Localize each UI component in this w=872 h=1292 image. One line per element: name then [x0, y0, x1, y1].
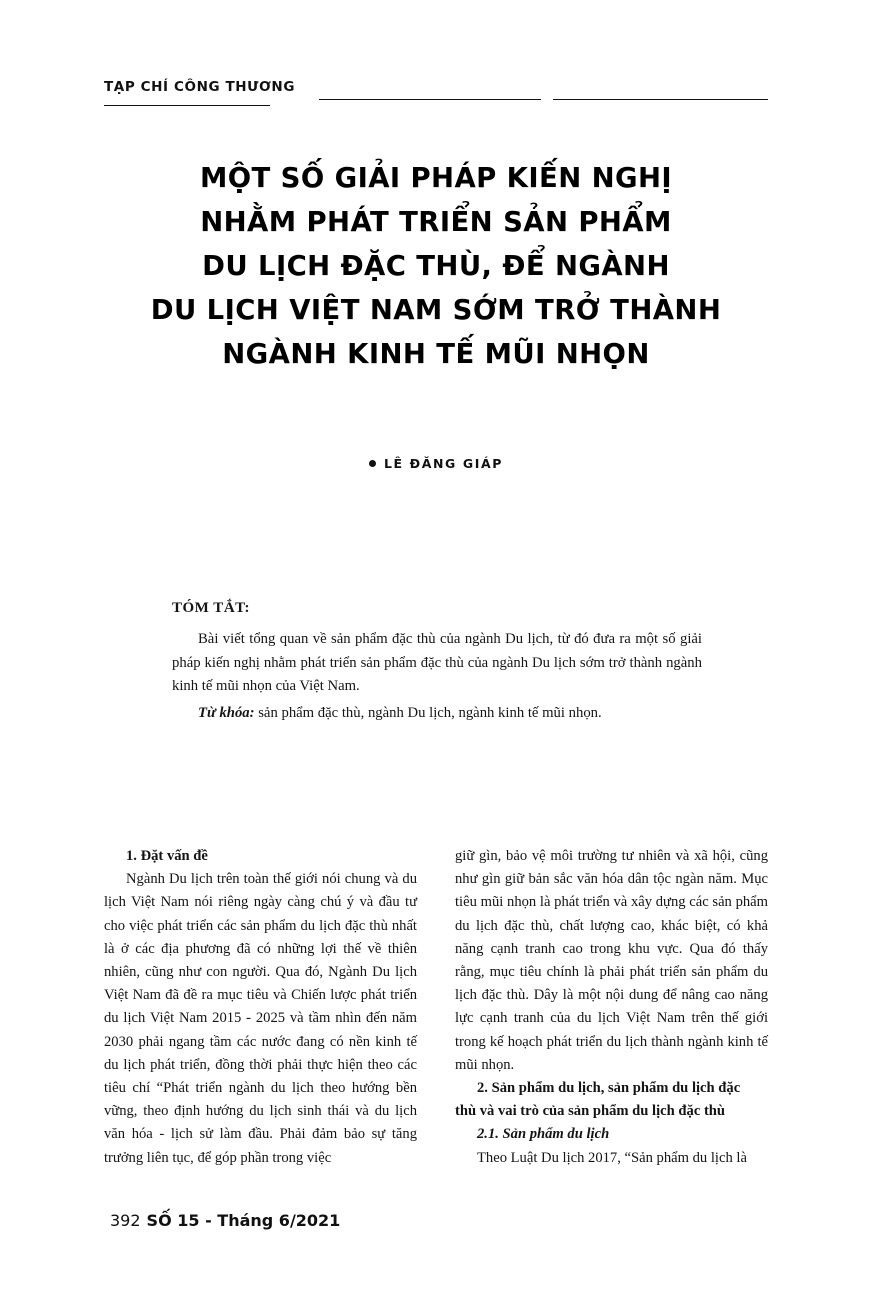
journal-name: TẠP CHÍ CÔNG THƯƠNG — [104, 79, 295, 95]
right-column-paragraph-2: Theo Luật Du lịch 2017, “Sản phẩm du lịch là — [477, 1149, 747, 1166]
masthead-rule-left — [104, 105, 270, 106]
keywords-text: sản phẩm đặc thù, ngành Du lịch, ngành kinh tế mũi nhọn. — [254, 704, 602, 721]
masthead — [104, 78, 768, 112]
author-block — [0, 455, 872, 473]
left-column — [104, 845, 417, 1175]
section-2-heading-line-1: 2. Sản phẩm du lịch, sản phẩm du lịch đặc — [477, 1080, 741, 1097]
abstract-keywords — [172, 702, 702, 726]
subsection-2-1-heading: 2.1. Sản phẩm du lịch — [477, 1126, 610, 1143]
issue-label: SỐ 15 - Tháng 6/2021 — [146, 1211, 341, 1230]
abstract-heading: TÓM TẮT: — [172, 600, 251, 616]
right-column-paragraph-1: giữ gìn, bảo vệ môi trường tư nhiên và xã hội, cũng như gìn giữ bản sắc văn hóa dân tộc ngàn năm. Mục tiêu mũi nhọn là phát triển và xây dựng các sản phẩm du lịch đặc thù, chất lượng cao, khác biệt, có khả năng cạnh tranh cao trong khu vực. Qua đó thấy rằng, mục tiêu chính là phải phát triển sản phẩm du lịch đặc thù. Dây là một nội dung để nâng cao năng lực cạnh tranh của du lịch Việt Nam trên thế giới trong kế hoạch phát triển du lịch thành ngành kinh tế mũi nhọn. — [455, 848, 768, 1073]
keywords-label: Từ khóa: — [198, 704, 255, 721]
author-name: LÊ ĐĂNG GIÁP — [383, 456, 504, 471]
masthead-rule-right — [553, 99, 768, 100]
abstract-section — [172, 600, 702, 725]
page-number: 392 — [110, 1211, 141, 1230]
title-line-1: MỘT SỐ GIẢI PHÁP KIẾN NGHỊ — [199, 162, 673, 194]
abstract-body: Bài viết tổng quan về sản phẩm đặc thù của ngành Du lịch, từ đó đưa ra một số giải pháp kiến nghị nhằm phát triển sản phẩm đặc thù của ngành Du lịch sớm trở thành ngành kinh tế mũi nhọn của Việt Nam. — [172, 631, 702, 694]
page-footer — [110, 1211, 340, 1230]
body-columns — [104, 845, 768, 1175]
author-name-wrapper — [369, 456, 503, 471]
section-2-heading-line-2: thù và vai trò của sản phẩm du lịch đặc thù — [455, 1103, 726, 1120]
section-1-heading: 1. Đặt vấn đề — [126, 848, 208, 864]
article-title — [80, 156, 792, 376]
bullet-icon — [369, 460, 376, 467]
masthead-rule-middle — [319, 99, 541, 100]
title-line-5: NGÀNH KINH TẾ MŨI NHỌN — [222, 338, 650, 370]
right-column — [455, 845, 768, 1175]
title-line-3: DU LỊCH ĐẶC THÙ, ĐỂ NGÀNH — [202, 250, 670, 282]
title-line-2: NHẰM PHÁT TRIỂN SẢN PHẨM — [200, 206, 672, 238]
left-column-paragraph-1: Ngành Du lịch trên toàn thế giới nói chung và du lịch Việt Nam nói riêng ngày càng chú ý và đầu tư cho việc phát triển các sản phẩm du lịch đặc thù nhất là ở các địa phương đã có những lợi thế về thiên nhiên, cũng như con người. Qua đó, Ngành Du lịch Việt Nam đã đề ra mục tiêu và Chiến lược phát triển du lịch Việt Nam 2015 - 2025 và tầm nhìn đến năm 2030 phải ngang tầm các nước đang có nền kinh tế du lịch phát triển, đồng thời phải thực hiện theo các tiêu chí “Phát triển ngành du lịch theo hướng bền vững, theo định hướng du lịch sinh thái và du lịch văn hóa - lịch sử làm đầu. Phải đảm bảo sự tăng trưởng liên tục, để góp phần trong việc — [104, 871, 417, 1166]
title-line-4: DU LỊCH VIỆT NAM SỚM TRỞ THÀNH — [150, 294, 722, 326]
